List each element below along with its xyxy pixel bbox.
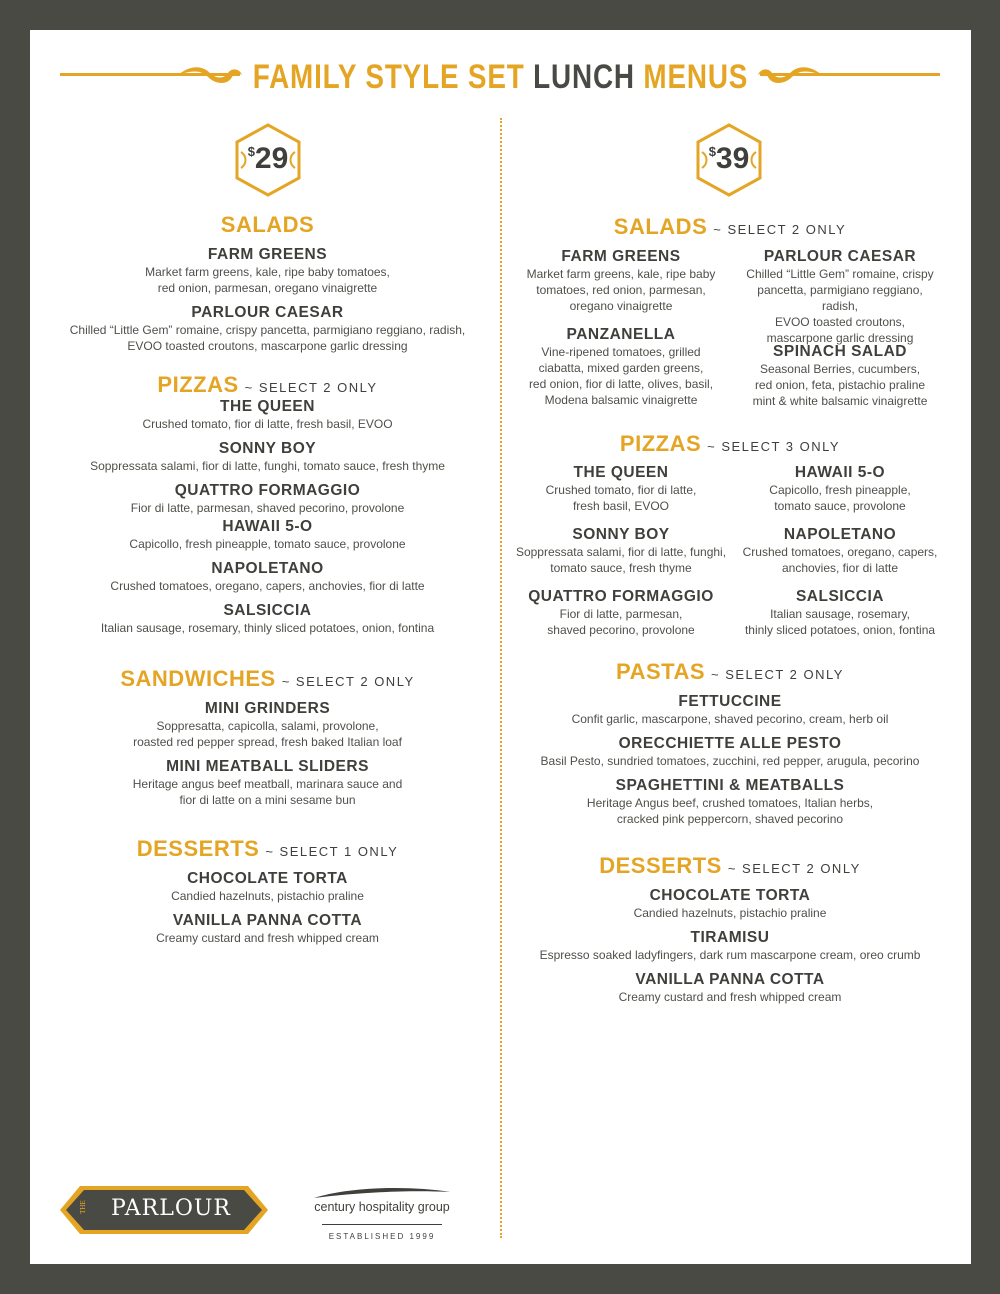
menu-item-name: MINI MEATBALL SLIDERS (166, 758, 369, 775)
menu-item-desc: Seasonal Berries, cucumbers, red onion, feta, pistachio praline mint & white balsamic vinaigrette (752, 362, 928, 408)
menu-item (521, 464, 721, 514)
menu-item-desc: Creamy custard and fresh whipped cream (156, 931, 379, 945)
menu-item-name: SONNY BOY (218, 440, 317, 457)
menu-item-desc: Soppressata salami, fior di latte, funghi, tomato sauce, fresh thyme (90, 459, 445, 473)
menu-item-desc: Vine-ripened tomatoes, grilled ciabatta, mixed garden greens, red onion, fior di latte, olives, basil, Modena balsamic vinaigrette (528, 345, 714, 407)
section-heading-desserts: DESSERTS ~ SELECT 1 ONLY (136, 836, 399, 861)
menu-item-desc: Chilled “Little Gem” romaine, crispy pancetta, parmigiano reggiano, radish, EVOO toasted croutons, mascarpone garlic dressing (746, 267, 934, 345)
century-hospitality-logo (292, 1186, 472, 1246)
menu-item-desc: Crushed tomato, fior di latte, fresh basil, EVOO (545, 483, 697, 513)
menu-item-name: THE QUEEN (573, 464, 669, 481)
menu-item-desc: Chilled “Little Gem” romaine, crispy pancetta, parmigiano reggiano, radish, EVOO toasted croutons, mascarpone garlic dressing (69, 323, 466, 353)
section-heading-pastas: PASTAS ~ SELECT 2 ONLY (616, 659, 844, 684)
menu-item-name: HAWAII 5-O (222, 518, 313, 535)
menu-item (740, 248, 940, 346)
menu-item (740, 343, 940, 409)
menu-item-desc: Italian sausage, rosemary, thinly sliced potatoes, onion, fontina (744, 607, 936, 637)
menu-item-desc: Soppresatta, capicolla, salami, provolone, roasted red pepper spread, fresh baked Italian loaf (133, 719, 402, 749)
menu-item-name: HAWAII 5-O (794, 464, 886, 481)
right-column-lower (520, 659, 940, 1005)
menu-item-desc: Market farm greens, kale, ripe baby tomatoes, red onion, parmesan, oregano vinaigrette (526, 267, 716, 313)
menu-item-desc: Italian sausage, rosemary, thinly sliced potatoes, onion, fontina (100, 621, 435, 635)
menu-item-name: NAPOLETANO (211, 560, 324, 577)
section-heading-pizzas: PIZZAS ~ SELECT 2 ONLY (157, 372, 378, 397)
menu-item (521, 326, 721, 408)
menu-item-desc: Fior di latte, parmesan, shaved pecorino, provolone (130, 501, 405, 515)
menu-item-name: SALSICCIA (795, 588, 885, 605)
menu-item-name: SALSICCIA (223, 602, 312, 619)
menu-item-desc: Heritage angus beef meatball, marinara sauce and fior di latte on a mini sesame bun (132, 777, 403, 807)
menu-item-name: FARM GREENS (561, 248, 681, 265)
right-column-salads-heading (520, 214, 940, 240)
menu-item (740, 464, 940, 514)
menu-item-desc: Fior di latte, parmesan, shaved pecorino, provolone (547, 607, 695, 637)
menu-page (30, 30, 971, 1264)
right-column-pizzas-heading (520, 431, 940, 457)
menu-item-name: MINI GRINDERS (204, 700, 331, 717)
menu-item-name: SONNY BOY (572, 526, 670, 543)
menu-item-name: FARM GREENS (207, 246, 328, 263)
menu-item-name: VANILLA PANNA COTTA (635, 971, 825, 988)
menu-item-desc: Espresso soaked ladyfingers, dark rum mascarpone cream, oreo crumb (539, 948, 921, 962)
menu-item-name: PARLOUR CAESAR (763, 248, 917, 265)
menu-item-name: PARLOUR CAESAR (191, 304, 344, 321)
menu-item (740, 526, 940, 576)
menu-item-desc: Market farm greens, kale, ripe baby tomatoes, red onion, parmesan, oregano vinaigrette (145, 265, 390, 295)
parlour-logo (58, 1180, 270, 1240)
menu-item-desc: Candied hazelnuts, pistachio praline (633, 906, 827, 920)
menu-item-name: FETTUCCINE (678, 693, 782, 710)
menu-item-name: ORECCHIETTE ALLE PESTO (618, 735, 842, 752)
menu-item-desc: Capicollo, fresh pineapple, tomato sauce, provolone (129, 537, 406, 551)
title-rule-right (760, 73, 940, 76)
page-title: FAMILY STYLE SET LUNCH MENUS (252, 58, 749, 96)
left-column (50, 212, 485, 946)
menu-item-name: CHOCOLATE TORTA (649, 887, 811, 904)
menu-item-name: NAPOLETANO (783, 526, 897, 543)
section-heading-salads: SALADS ~ SELECT 2 ONLY (613, 214, 847, 239)
menu-item-name: CHOCOLATE TORTA (187, 870, 348, 887)
price-badge-39: $39 (694, 122, 764, 198)
menu-item-name: PANZANELLA (566, 326, 676, 343)
section-heading-desserts: DESSERTS ~ SELECT 2 ONLY (599, 853, 861, 878)
menu-item (730, 588, 950, 638)
menu-item-name: VANILLA PANNA COTTA (172, 912, 363, 929)
parlour-logo-the: THE (79, 1200, 87, 1214)
section-heading-sandwiches: SANDWICHES ~ SELECT 2 ONLY (120, 666, 415, 691)
menu-item-desc: Candied hazelnuts, pistachio praline (171, 889, 364, 903)
parlour-logo-text: PARLOUR (111, 1196, 231, 1221)
menu-item-desc: Heritage Angus beef, crushed tomatoes, Italian herbs, cracked pink peppercorn, shaved pecorino (586, 796, 874, 826)
group-divider (322, 1224, 442, 1225)
menu-item-desc: Capicollo, fresh pineapple, tomato sauce, provolone (769, 483, 911, 513)
menu-item-desc: Crushed tomatoes, oregano, capers, anchovies, fior di latte (742, 545, 938, 575)
menu-item-desc: Crushed tomatoes, oregano, capers, anchovies, fior di latte (110, 579, 425, 593)
menu-item (521, 588, 721, 638)
menu-item-name: SPINACH SALAD (773, 343, 907, 360)
menu-item-desc: Basil Pesto, sundried tomatoes, zucchini, red pepper, arugula, pecorino (540, 754, 920, 768)
menu-item-name: QUATTRO FORMAGGIO (528, 588, 714, 605)
menu-item-name: THE QUEEN (220, 398, 315, 415)
swoosh-icon (312, 1186, 452, 1200)
menu-item-name: SPAGHETTINI & MEATBALLS (615, 777, 845, 794)
established-text: ESTABLISHED 1999 (328, 1232, 436, 1241)
menu-item-desc: Crushed tomato, fior di latte, fresh basil, EVOO (142, 417, 393, 431)
menu-item-name: QUATTRO FORMAGGIO (174, 482, 361, 499)
group-name: century hospitality group (314, 1200, 450, 1214)
menu-item (521, 248, 721, 314)
section-heading-salads: SALADS (220, 212, 315, 237)
price-badge-29: $29 (233, 122, 303, 198)
menu-item (511, 526, 731, 576)
section-heading-pizzas: PIZZAS ~ SELECT 3 ONLY (619, 431, 841, 456)
column-divider (500, 118, 502, 1238)
menu-item-desc: Confit garlic, mascarpone, shaved pecorino, cream, herb oil (571, 712, 889, 726)
menu-item-desc: Soppressata salami, fior di latte, funghi, tomato sauce, fresh thyme (515, 545, 727, 575)
menu-item-name: TIRAMISU (690, 929, 770, 946)
menu-item-desc: Creamy custard and fresh whipped cream (618, 990, 842, 1004)
